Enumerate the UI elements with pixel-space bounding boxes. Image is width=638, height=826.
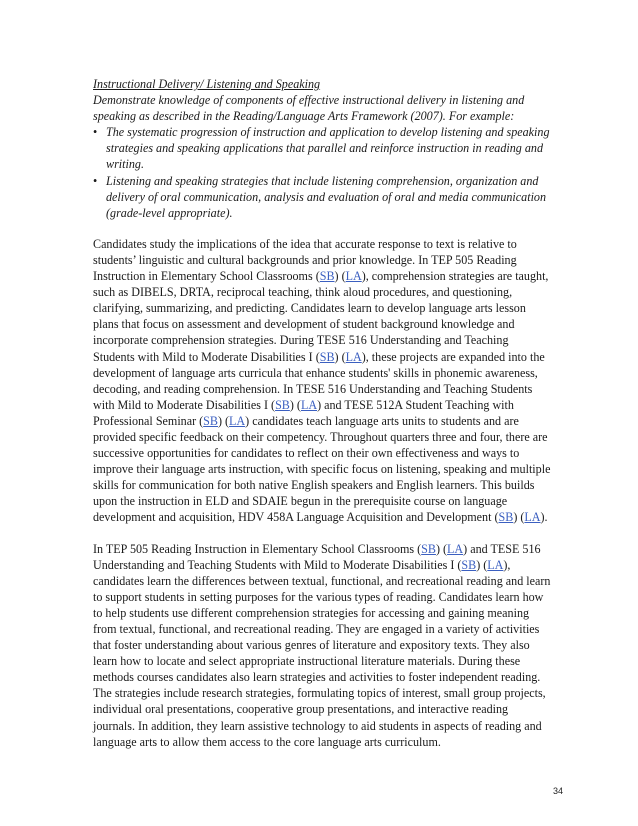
text-run: ).	[540, 510, 548, 525]
text-run: ) (	[476, 557, 488, 572]
text-run: ), candidates learn the differences between textual, functional, and recreational reading and learn to support students in setting purposes for the various types of reading. Candidates learn how to help students use different comprehension strategies for accessing and gaining meaning from textual, functional, and recreational reading. They are engaged in a variety of activities that foster understanding about various genres of literature and expository texts. They also learn how to locate and select appropriate instructional literature materials. During these methods courses candidates also learn strategies and activities to foster independent reading. The strategies include research strategies, formulating topics of interest, small group projects, individual oral presentations, cooperative group presentations, and interactive reading journals. In addition, they learn assistive technology to aid students in aspects of reading and language arts to allow them access to the core language arts curriculum.	[93, 557, 551, 749]
text-run: ) (	[334, 349, 346, 364]
la-link[interactable]: LA	[487, 557, 504, 572]
la-link[interactable]: LA	[229, 413, 246, 428]
text-run: ), these projects are expanded into the development of language arts curricula that enhance students' skills in phonemic awareness, decoding, and reading comprehension. In TESE 516 Understanding and Teaching Students with Mild to Moderate Disabilities I (	[93, 349, 545, 412]
la-link[interactable]: LA	[524, 510, 541, 525]
bullet-text: The systematic progression of instruction and application to develop listening and speaking strategies and speaking applications that parallel and reinforce instruction in reading and writing.	[106, 125, 550, 172]
sb-link[interactable]: SB	[461, 557, 477, 572]
sb-link[interactable]: SB	[421, 541, 436, 556]
sb-link[interactable]: SB	[275, 397, 290, 412]
sb-link[interactable]: SB	[319, 349, 335, 364]
paragraph-candidates-study	[93, 236, 553, 526]
sb-link[interactable]: SB	[498, 510, 514, 525]
document-page	[93, 76, 553, 750]
text-run: ) (	[289, 397, 301, 412]
bullet-item	[93, 124, 553, 172]
la-link[interactable]: LA	[447, 541, 464, 556]
la-link[interactable]: LA	[345, 269, 362, 284]
bullet-item	[93, 173, 553, 221]
text-run: ), comprehension strategies are taught, such as DIBELS, DRTA, reciprocal teaching, think aloud procedures, and questioning, clarifying, summarizing, and predicting. Candidates learn to develop language arts lesson plans that focus on assessment and development of student background knowledge and incorporate comprehension strategies. During TESE 516 Understanding and Teaching Students with Mild to Moderate Disabilities I (	[93, 269, 549, 364]
section-heading-block	[93, 76, 553, 221]
text-run: ) candidates teach language arts units to students and are provided specific feedback on their competency. Throughout quarters three and four, there are successive opportunities for candidates to reflect on their own effectiveness and ways to improve their language arts instruction, with specific focus on listening, speaking and multiple skills for communication for both native English speakers and English learners. This builds upon the instruction in ELD and SDAIE begun in the prerequisite course on language development and acquisition, HDV 458A Language Acquisition and Development (	[93, 413, 551, 525]
paragraph-tep-505	[93, 541, 553, 750]
text-run: ) (	[435, 541, 448, 556]
text-run: ) (	[217, 413, 230, 428]
section-intro: Demonstrate knowledge of components of effective instructional delivery in listening and speaking as described in the Reading/Language Arts Framework (2007). For example:	[93, 93, 525, 124]
text-run: ) and TESE 516 Understanding and Teaching Students with Mild to Moderate Disabilities I (	[93, 541, 541, 572]
bullet-text: Listening and speaking strategies that include listening comprehension, organization and delivery of oral communication, analysis and evaluation of oral and media communication (grade-level appropriate).	[106, 173, 547, 220]
text-run: Candidates study the implications of the idea that accurate response to text is relative to students’ linguistic and cultural backgrounds and prior knowledge. In TEP 505 Reading Instruction in Elementary School Classrooms (	[93, 236, 517, 284]
example-bullet-list	[93, 124, 553, 221]
bullet-icon: •	[93, 125, 98, 140]
sb-link[interactable]: SB	[203, 413, 218, 428]
la-link[interactable]: LA	[300, 397, 318, 412]
text-run: In TEP 505 Reading Instruction in Elementary School Classrooms (	[93, 541, 422, 556]
section-title: Instructional Delivery/ Listening and Speaking	[93, 77, 321, 91]
page-number: 34	[553, 786, 564, 796]
sb-link[interactable]: SB	[319, 269, 335, 284]
la-link[interactable]: LA	[345, 349, 362, 364]
text-run: ) and TESE 512A Student Teaching with Professional Seminar (	[93, 397, 514, 428]
bullet-icon: •	[93, 173, 98, 188]
text-run: ) (	[513, 510, 525, 525]
text-run: ) (	[334, 269, 346, 284]
